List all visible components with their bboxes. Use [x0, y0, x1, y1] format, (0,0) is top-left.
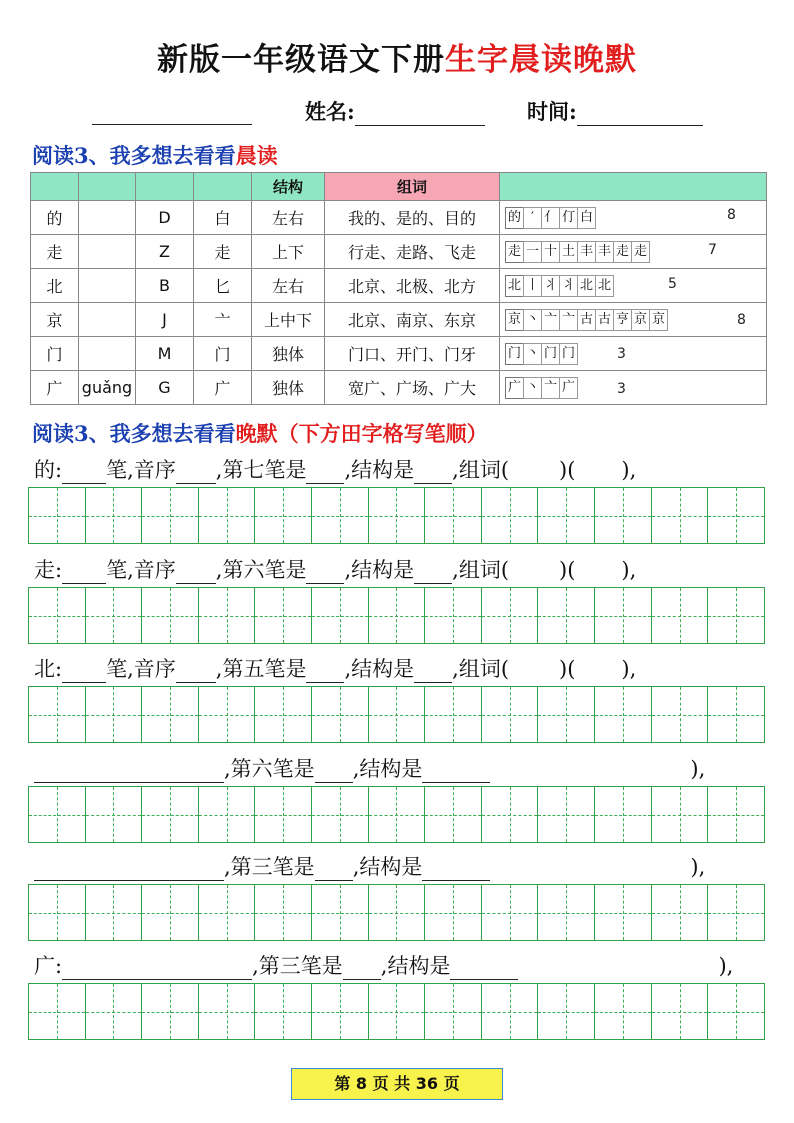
writing-cell[interactable] — [595, 787, 652, 842]
stroke-step: 丬 — [559, 275, 578, 297]
stroke-step: 北 — [595, 275, 614, 297]
char-cell: 京 — [31, 303, 79, 337]
question-text: ,组词( — [452, 657, 510, 681]
answer-blank[interactable] — [62, 562, 106, 584]
writing-cell[interactable] — [708, 488, 764, 543]
answer-blank[interactable] — [306, 462, 344, 484]
stroke-step: 亠 — [541, 309, 560, 331]
pinyin-cell — [79, 303, 136, 337]
writing-cell[interactable] — [708, 588, 764, 643]
question-text: ,结构是 — [380, 954, 451, 978]
writing-cell[interactable] — [652, 687, 709, 742]
class-blank-line[interactable] — [92, 124, 252, 125]
title-black: 新版一年级语文下册 — [157, 42, 445, 78]
char-cell: 走 — [31, 235, 79, 269]
writing-cell[interactable] — [538, 687, 595, 742]
question-text: ,结构是 — [352, 757, 423, 781]
question-text: ), — [621, 558, 637, 582]
answer-blank[interactable] — [176, 661, 216, 683]
writing-cell[interactable] — [86, 787, 143, 842]
stroke-step: 丶 — [523, 309, 542, 331]
structure-cell: 独体 — [252, 371, 325, 405]
stroke-count-label: 8 — [737, 312, 746, 328]
table-header-row — [31, 173, 767, 201]
stroke-step: 古 — [595, 309, 614, 331]
stroke-step: 丰 — [595, 241, 614, 263]
writing-cell[interactable] — [369, 488, 426, 543]
stroke-step: 广 — [559, 377, 578, 399]
stroke-step: 京 — [505, 309, 524, 331]
question-text: 的 — [34, 458, 55, 482]
tianzige-grid — [28, 487, 765, 544]
stroke-step: 仃 — [559, 207, 578, 229]
question-text: : — [55, 657, 63, 681]
letter-cell: J — [136, 303, 194, 337]
stroke-step: 的 — [505, 207, 524, 229]
writing-cell[interactable] — [199, 885, 256, 940]
name-label: 姓名: — [305, 99, 355, 124]
writing-cell[interactable] — [482, 687, 539, 742]
answer-blank[interactable] — [414, 661, 452, 683]
question-text: )( — [559, 558, 576, 582]
question-text: ), — [621, 657, 637, 681]
page-number: 第 8 页 共 36 页 — [291, 1068, 503, 1100]
words-cell: 北京、北极、北方 — [325, 269, 500, 303]
radical-cell: 门 — [194, 337, 252, 371]
words-cell: 宽广、广场、广大 — [325, 371, 500, 405]
writing-cell[interactable] — [255, 885, 312, 940]
header-radical — [194, 173, 252, 201]
writing-cell[interactable] — [142, 588, 199, 643]
character-table — [30, 172, 767, 405]
writing-cell[interactable] — [482, 588, 539, 643]
stroke-step: 丬 — [541, 275, 560, 297]
answer-blank[interactable] — [450, 958, 488, 980]
section2-highlight: 晚默（下方田字格写笔顺） — [235, 421, 488, 446]
answer-blank[interactable] — [315, 859, 353, 881]
letter-cell: M — [136, 337, 194, 371]
writing-cell[interactable] — [652, 787, 709, 842]
stroke-step: 广 — [505, 377, 524, 399]
stroke-count-label: 3 — [617, 381, 626, 397]
time-blank[interactable] — [577, 102, 703, 126]
question-text: ,第六笔是 — [224, 757, 315, 781]
table-row — [31, 201, 767, 235]
stroke-step: ′ — [523, 207, 542, 229]
pinyin-cell — [79, 235, 136, 269]
writing-cell[interactable] — [312, 687, 369, 742]
char-cell: 门 — [31, 337, 79, 371]
writing-cell[interactable] — [29, 787, 86, 842]
writing-cell[interactable] — [708, 984, 764, 1039]
writing-cell[interactable] — [142, 687, 199, 742]
writing-cell[interactable] — [595, 885, 652, 940]
pinyin-cell — [79, 201, 136, 235]
writing-cell[interactable] — [312, 787, 369, 842]
name-blank[interactable] — [355, 102, 485, 126]
writing-cell[interactable] — [255, 488, 312, 543]
question-text: ), — [690, 757, 706, 781]
writing-cell[interactable] — [369, 787, 426, 842]
writing-cell[interactable] — [255, 687, 312, 742]
writing-cell[interactable] — [86, 885, 143, 940]
letter-cell: B — [136, 269, 194, 303]
writing-cell[interactable] — [425, 687, 482, 742]
writing-cell[interactable] — [538, 787, 595, 842]
answer-blank[interactable] — [176, 462, 216, 484]
section-morning-reading — [32, 140, 278, 170]
writing-cell[interactable] — [142, 984, 199, 1039]
time-label: 时间: — [527, 99, 577, 124]
question-line — [34, 653, 636, 683]
writing-cell[interactable] — [312, 885, 369, 940]
writing-cell[interactable] — [29, 488, 86, 543]
writing-cell[interactable] — [708, 885, 764, 940]
writing-cell[interactable] — [312, 984, 369, 1039]
time-field[interactable] — [527, 96, 703, 130]
tianzige-grid — [28, 786, 765, 843]
writing-cell[interactable] — [199, 687, 256, 742]
writing-cell[interactable] — [255, 588, 312, 643]
answer-blank[interactable] — [414, 462, 452, 484]
stroke-step: 走 — [631, 241, 650, 263]
stroke-step: 丨 — [523, 275, 542, 297]
header-pinyin — [79, 173, 136, 201]
writing-cell[interactable] — [482, 787, 539, 842]
stroke-order-cell — [500, 269, 767, 303]
stroke-count-label: 3 — [617, 346, 626, 362]
question-text: ,结构是 — [344, 657, 415, 681]
writing-cell[interactable] — [482, 488, 539, 543]
section2-title: 阅读3、我多想去看看 — [32, 421, 236, 446]
structure-cell: 上下 — [252, 235, 325, 269]
answer-blank[interactable] — [34, 761, 224, 783]
structure-cell: 左右 — [252, 201, 325, 235]
structure-cell: 上中下 — [252, 303, 325, 337]
question-text: : — [55, 558, 63, 582]
writing-cell[interactable] — [255, 787, 312, 842]
writing-cell[interactable] — [255, 984, 312, 1039]
writing-cell[interactable] — [595, 588, 652, 643]
writing-cell[interactable] — [425, 588, 482, 643]
section1-title: 阅读3、我多想去看看 — [32, 143, 236, 168]
answer-blank[interactable] — [34, 859, 224, 881]
writing-cell[interactable] — [708, 787, 764, 842]
header-words: 组词 — [325, 173, 500, 201]
stroke-order-cell — [500, 235, 767, 269]
stroke-step: 十 — [541, 241, 560, 263]
writing-cell[interactable] — [652, 984, 709, 1039]
question-text: ,结构是 — [344, 458, 415, 482]
stroke-step: 走 — [613, 241, 632, 263]
writing-cell[interactable] — [595, 488, 652, 543]
table-row — [31, 371, 767, 405]
writing-cell[interactable] — [86, 984, 143, 1039]
writing-cell[interactable] — [142, 787, 199, 842]
writing-cell[interactable] — [538, 984, 595, 1039]
question-text: ,第六笔是 — [215, 558, 307, 582]
words-cell: 北京、南京、东京 — [325, 303, 500, 337]
stroke-step: 土 — [559, 241, 578, 263]
question-text: )( — [559, 657, 576, 681]
section-evening-dictation — [32, 418, 488, 448]
writing-cell[interactable] — [369, 588, 426, 643]
writing-cell[interactable] — [369, 687, 426, 742]
question-text: ), — [690, 855, 706, 879]
answer-blank[interactable] — [62, 958, 252, 980]
writing-cell[interactable] — [538, 588, 595, 643]
tianzige-grid — [28, 983, 765, 1040]
answer-blank[interactable] — [414, 562, 452, 584]
stroke-step: 亠 — [559, 309, 578, 331]
writing-cell[interactable] — [199, 488, 256, 543]
table-row — [31, 337, 767, 371]
tianzige-grid — [28, 884, 765, 941]
stroke-count-label: 7 — [708, 242, 717, 258]
header-letter — [136, 173, 194, 201]
stroke-count-label: 8 — [727, 207, 736, 223]
page-title — [0, 34, 794, 79]
radical-cell: 匕 — [194, 269, 252, 303]
question-line — [34, 753, 705, 783]
char-cell: 北 — [31, 269, 79, 303]
writing-cell[interactable] — [142, 885, 199, 940]
writing-cell[interactable] — [312, 588, 369, 643]
writing-cell[interactable] — [86, 488, 143, 543]
answer-blank[interactable] — [176, 562, 216, 584]
question-text: 笔,音序 — [106, 657, 176, 681]
pinyin-cell: guǎng — [79, 371, 136, 405]
stroke-step: 京 — [649, 309, 668, 331]
question-text: ,第五笔是 — [215, 657, 307, 681]
structure-cell: 左右 — [252, 269, 325, 303]
answer-blank[interactable] — [422, 761, 460, 783]
stroke-step: 丰 — [577, 241, 596, 263]
answer-blank[interactable] — [62, 661, 106, 683]
question-text: ,组词( — [452, 558, 510, 582]
question-text: 广 — [34, 954, 55, 978]
letter-cell: D — [136, 201, 194, 235]
writing-cell[interactable] — [425, 488, 482, 543]
stroke-step: 亻 — [541, 207, 560, 229]
question-text: : — [55, 954, 63, 978]
stroke-order-cell — [500, 337, 767, 371]
writing-cell[interactable] — [199, 984, 256, 1039]
pinyin-cell — [79, 337, 136, 371]
writing-cell[interactable] — [538, 885, 595, 940]
writing-cell[interactable] — [425, 885, 482, 940]
question-text: 北 — [34, 657, 55, 681]
writing-cell[interactable] — [86, 588, 143, 643]
question-text: 笔,音序 — [106, 458, 176, 482]
stroke-step: 京 — [631, 309, 650, 331]
question-text: 走 — [34, 558, 55, 582]
radical-cell: 白 — [194, 201, 252, 235]
writing-cell[interactable] — [708, 687, 764, 742]
writing-cell[interactable] — [595, 687, 652, 742]
question-text: ,第三笔是 — [252, 954, 343, 978]
answer-blank[interactable] — [306, 562, 344, 584]
stroke-step: 走 — [505, 241, 524, 263]
writing-cell[interactable] — [369, 885, 426, 940]
writing-cell[interactable] — [652, 488, 709, 543]
writing-cell[interactable] — [595, 984, 652, 1039]
writing-cell[interactable] — [199, 787, 256, 842]
stroke-step: 白 — [577, 207, 596, 229]
writing-cell[interactable] — [199, 588, 256, 643]
question-line — [34, 554, 636, 584]
name-field[interactable] — [305, 96, 485, 130]
writing-cell[interactable] — [652, 588, 709, 643]
stroke-step: 北 — [505, 275, 524, 297]
answer-blank[interactable] — [315, 761, 353, 783]
question-line — [34, 454, 636, 484]
tianzige-grid — [28, 686, 765, 743]
question-text: ,组词( — [452, 458, 510, 482]
question-text: 笔,音序 — [106, 558, 176, 582]
answer-blank[interactable] — [422, 859, 460, 881]
stroke-step: 丶 — [523, 377, 542, 399]
char-cell: 的 — [31, 201, 79, 235]
writing-cell[interactable] — [86, 687, 143, 742]
table-row — [31, 303, 767, 337]
question-text: ,结构是 — [344, 558, 415, 582]
letter-cell: G — [136, 371, 194, 405]
tianzige-grid — [28, 587, 765, 644]
writing-cell[interactable] — [29, 984, 86, 1039]
stroke-step: 一 — [523, 241, 542, 263]
stroke-step: 门 — [559, 343, 578, 365]
question-line — [34, 950, 733, 980]
question-text: )( — [559, 458, 576, 482]
words-cell: 行走、走路、飞走 — [325, 235, 500, 269]
question-text: ), — [718, 954, 734, 978]
header-structure: 结构 — [252, 173, 325, 201]
writing-cell[interactable] — [29, 885, 86, 940]
writing-cell[interactable] — [652, 885, 709, 940]
writing-cell[interactable] — [482, 885, 539, 940]
writing-cell[interactable] — [425, 787, 482, 842]
table-row — [31, 235, 767, 269]
stroke-step: 门 — [505, 343, 524, 365]
stroke-step: 北 — [577, 275, 596, 297]
stroke-step: 丶 — [523, 343, 542, 365]
words-cell: 我的、是的、目的 — [325, 201, 500, 235]
answer-blank[interactable] — [460, 761, 490, 783]
question-text: ,第三笔是 — [224, 855, 315, 879]
section1-highlight: 晨读 — [235, 143, 278, 168]
question-line — [34, 851, 705, 881]
header-char — [31, 173, 79, 201]
stroke-order-cell — [500, 371, 767, 405]
stroke-order-cell — [500, 303, 767, 337]
writing-cell[interactable] — [142, 488, 199, 543]
question-text: ), — [621, 458, 637, 482]
answer-blank[interactable] — [306, 661, 344, 683]
stroke-count-label: 5 — [668, 276, 677, 292]
stroke-step: 门 — [541, 343, 560, 365]
letter-cell: Z — [136, 235, 194, 269]
question-text: ,第七笔是 — [215, 458, 307, 482]
char-cell: 广 — [31, 371, 79, 405]
title-red: 生字晨读晚默 — [445, 42, 637, 78]
answer-blank[interactable] — [343, 958, 381, 980]
answer-blank[interactable] — [460, 859, 490, 881]
writing-cell[interactable] — [425, 984, 482, 1039]
words-cell: 门口、开门、门牙 — [325, 337, 500, 371]
stroke-step: 古 — [577, 309, 596, 331]
stroke-step: 亠 — [541, 377, 560, 399]
writing-cell[interactable] — [369, 984, 426, 1039]
answer-blank[interactable] — [488, 958, 518, 980]
writing-cell[interactable] — [29, 588, 86, 643]
pinyin-cell — [79, 269, 136, 303]
radical-cell: 亠 — [194, 303, 252, 337]
radical-cell: 广 — [194, 371, 252, 405]
stroke-step: 亨 — [613, 309, 632, 331]
answer-blank[interactable] — [62, 462, 106, 484]
writing-cell[interactable] — [29, 687, 86, 742]
table-row — [31, 269, 767, 303]
question-text: ,结构是 — [352, 855, 423, 879]
writing-cell[interactable] — [538, 488, 595, 543]
header-strokes — [500, 173, 767, 201]
structure-cell: 独体 — [252, 337, 325, 371]
writing-cell[interactable] — [312, 488, 369, 543]
writing-cell[interactable] — [482, 984, 539, 1039]
question-text: : — [55, 458, 63, 482]
radical-cell: 走 — [194, 235, 252, 269]
